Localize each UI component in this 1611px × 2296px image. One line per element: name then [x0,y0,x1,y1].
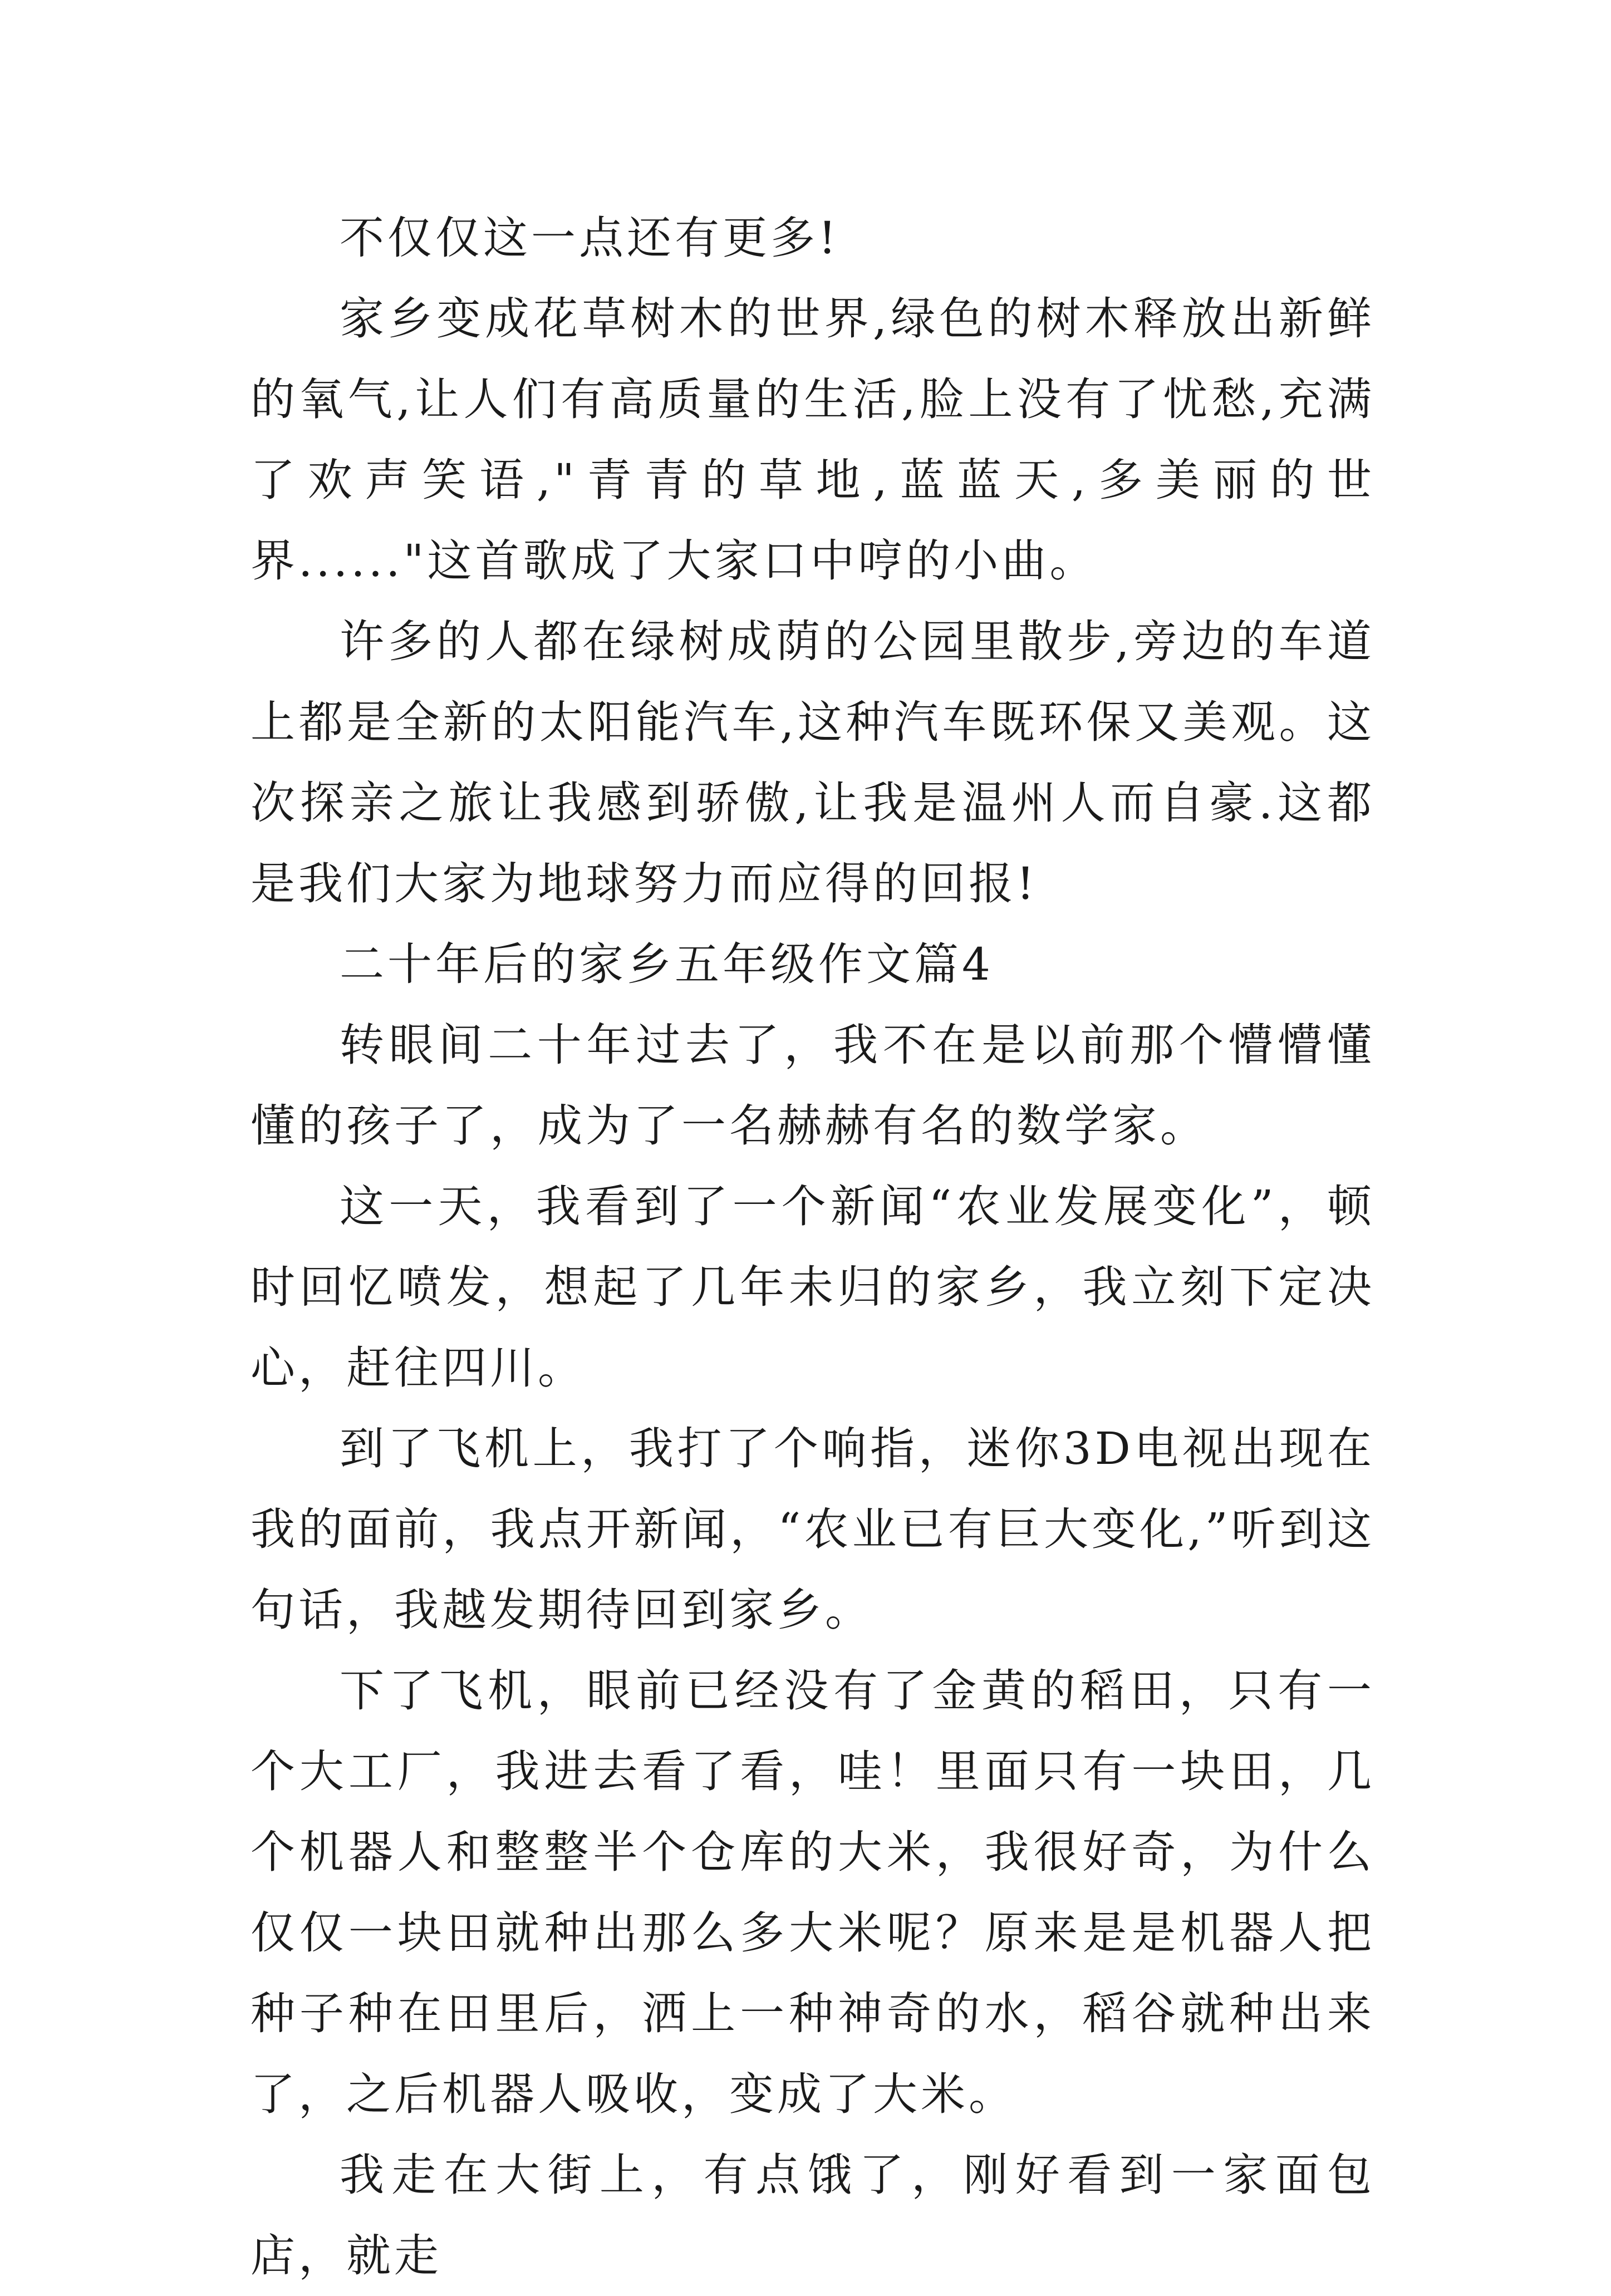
paragraph: 不仅仅这一点还有更多! [340,212,840,264]
paragraph: 到了飞机上，我打了个响指，迷你3D电视出现在我的面前，我点开新闻，“农业已有巨大变化,”听到这句话，我越发期待回到家乡。 [251,1423,1375,1636]
paragraph: 我走在大街上，有点饿了，刚好看到一家面包店，就走 [251,2149,1375,2282]
paragraph: 转眼间二十年过去了，我不在是以前那个懵懵懂懂的孩子了，成为了一名赫赫有名的数学家。 [251,1019,1375,1152]
paragraph: 下了飞机，眼前已经没有了金黄的稻田，只有一个大工厂，我进去看了看，哇！里面只有一块田，几个机器人和整整半个仓库的大米，我很好奇，为什么仅仅一块田就种出那么多大米呢？原来是是机器人把种子种在田里后，洒上一种神奇的水，稻谷就种出来了，之后机器人吸收，变成了大米。 [251,1665,1375,2120]
paragraph: 家乡变成花草树木的世界,绿色的树木释放出新鲜的氧气,让人们有高质量的生活,脸上没有了忧愁,充满了欢声笑语,"青青的草地,蓝蓝天,多美丽的世界......"这首歌成了大家口中哼的小曲。 [251,293,1375,587]
paragraph: 许多的人都在绿树成荫的公园里散步,旁边的车道上都是全新的太阳能汽车,这种汽车既环保又美观。这次探亲之旅让我感到骄傲,让我是温州人而自豪.这都是我们大家为地球努力而应得的回报! [251,616,1375,909]
section-heading: 二十年后的家乡五年级作文篇4 [340,938,994,990]
document-body [251,198,1375,2296]
paragraph: 这一天，我看到了一个新闻“农业发展变化”，顿时回忆喷发，想起了几年未归的家乡，我立刻下定决心，赶往四川。 [251,1181,1375,1394]
